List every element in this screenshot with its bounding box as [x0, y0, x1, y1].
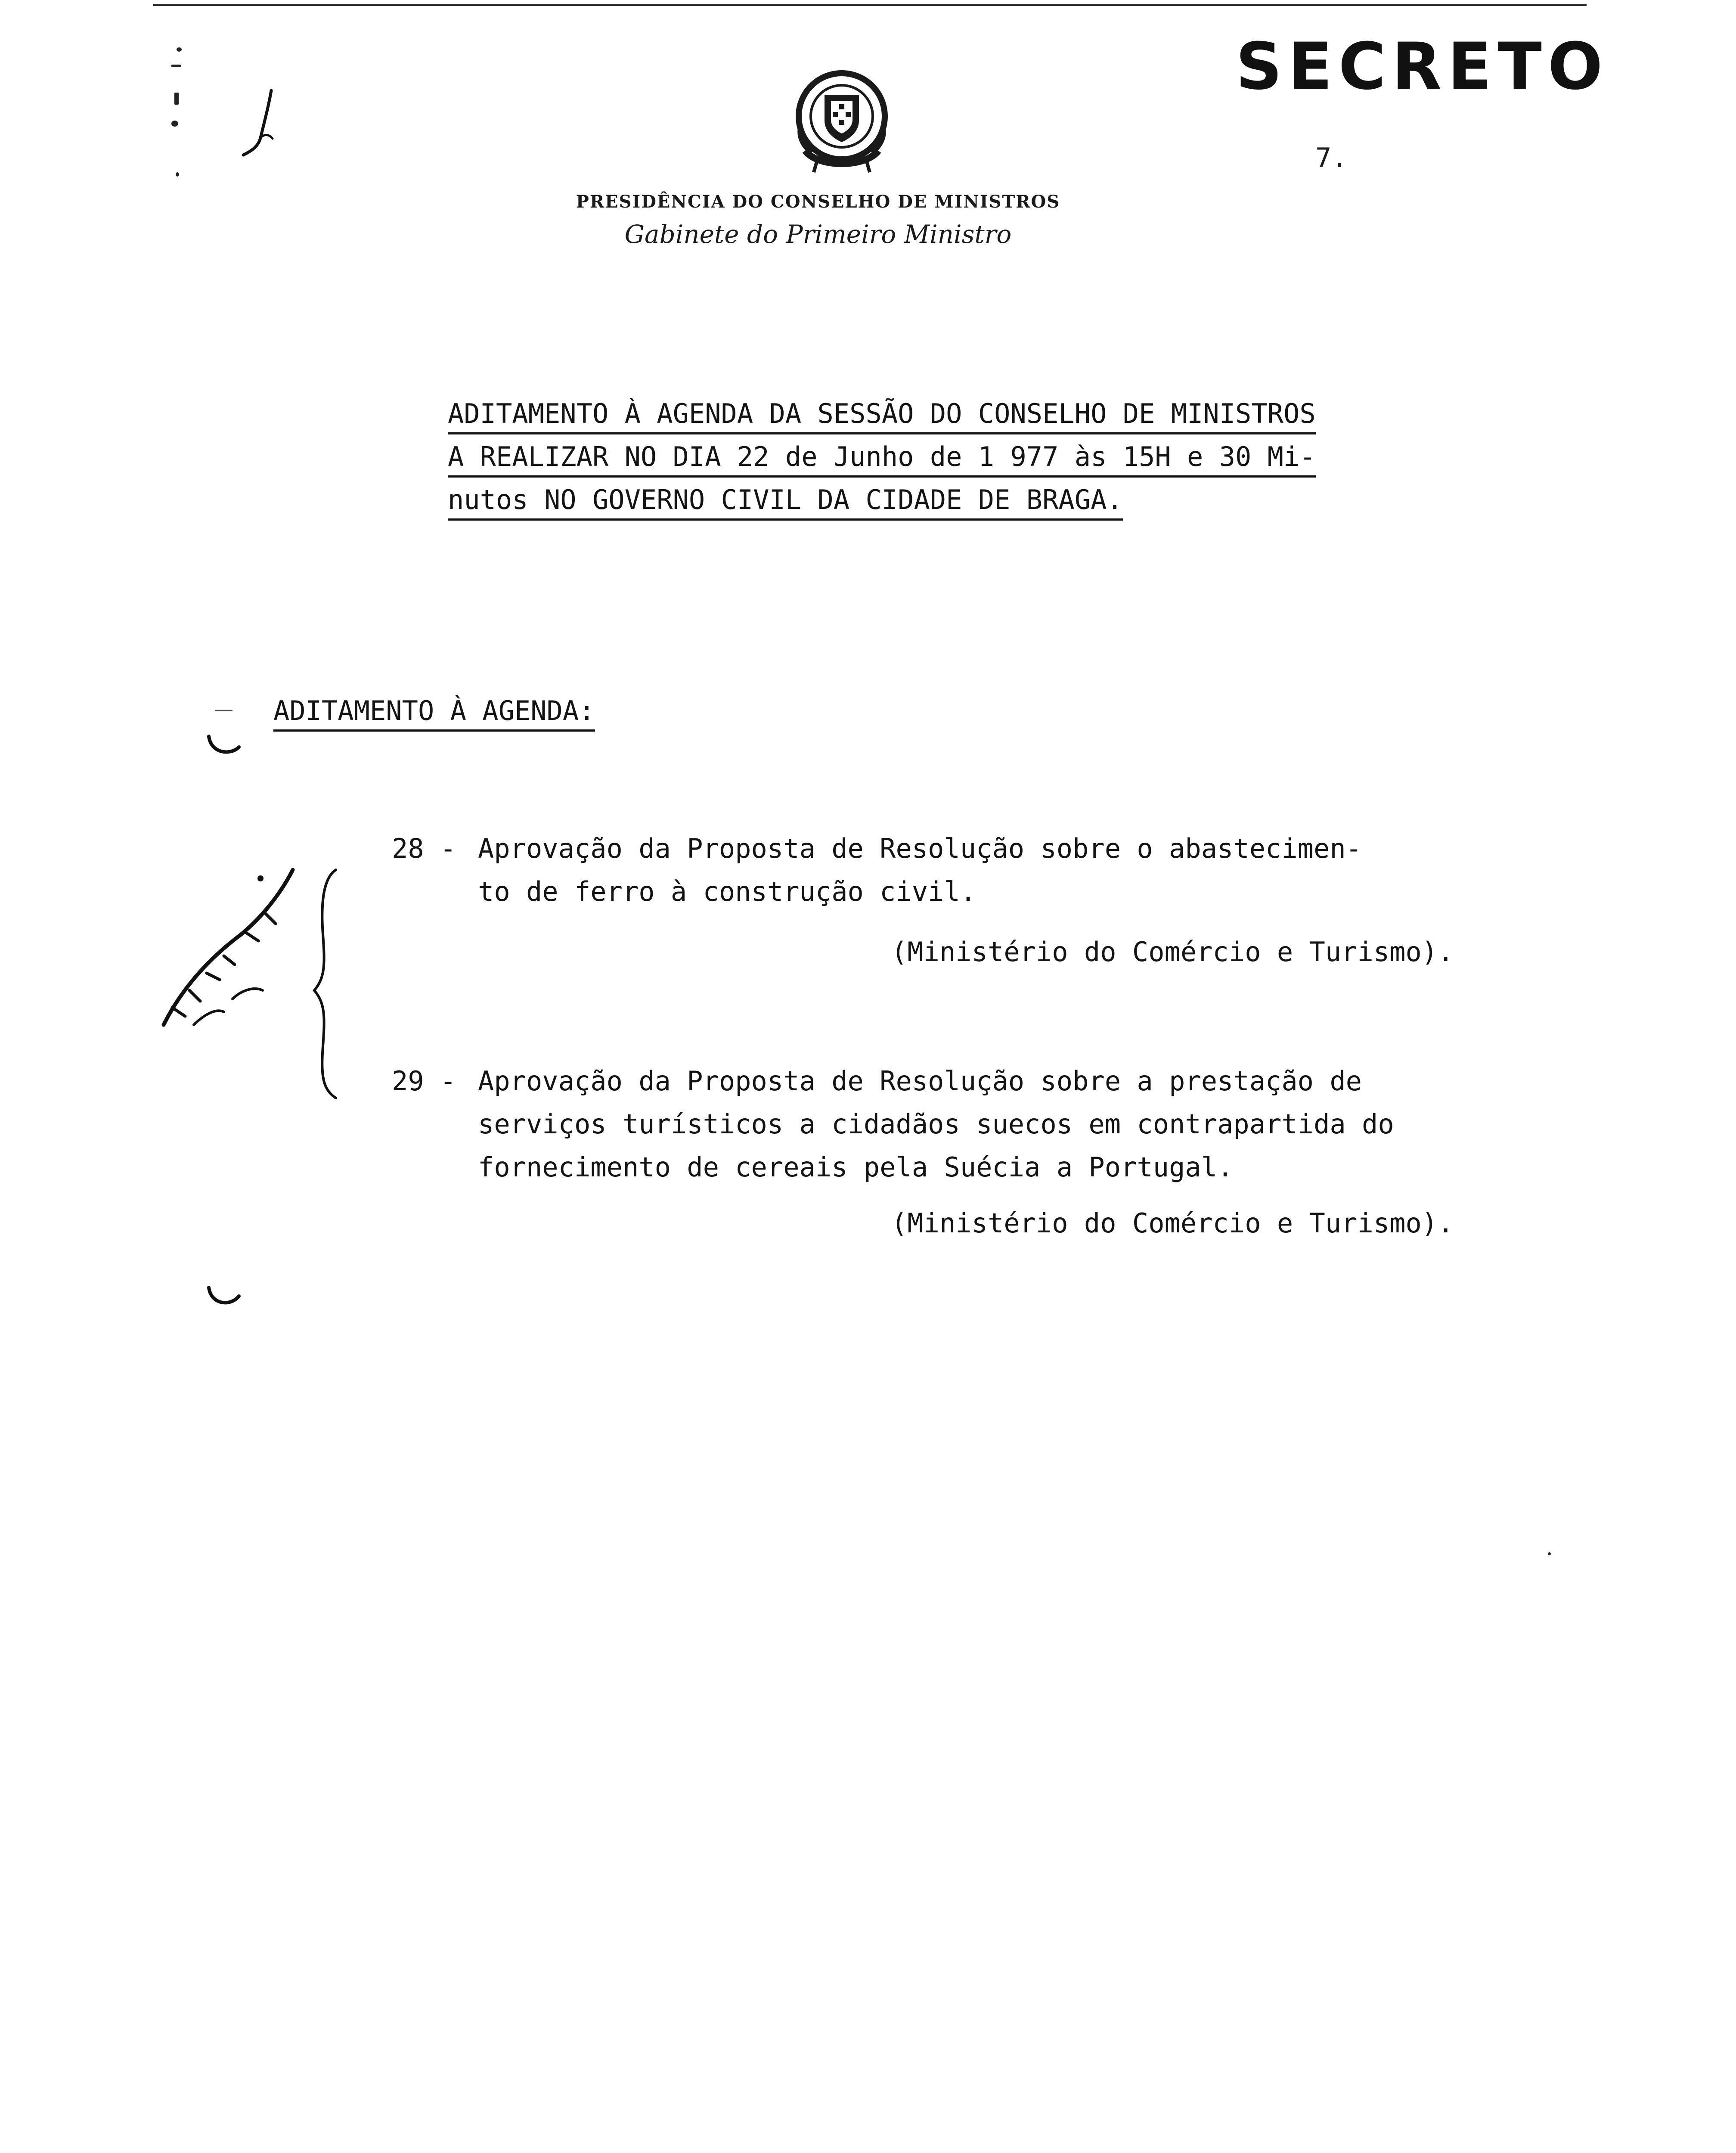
agenda-item-text-line: Aprovação da Proposta de Resolução sobre o abastecimen-	[478, 833, 1362, 864]
agenda-item-text-line: serviços turísticos a cidadãos suecos em contrapartida do	[478, 1108, 1394, 1140]
institution-name: PRESIDÊNCIA DO CONSELHO DE MINISTROS	[576, 192, 1060, 212]
margin-bracket-mark	[202, 706, 245, 762]
agenda-item-text-line: fornecimento de cereais pela Suécia a Portugal.	[478, 1151, 1234, 1183]
page-number: 7.	[1315, 142, 1348, 174]
title-line-3: nutos NO GOVERNO CIVIL DA CIDADE DE BRAGA.	[448, 487, 1123, 521]
margin-mark	[1548, 1552, 1551, 1555]
margin-mark	[176, 172, 179, 177]
agenda-item-number: 29 -	[392, 1065, 456, 1097]
title-line-1: ADITAMENTO À AGENDA DA SESSÃO DO CONSELHO DE MINISTROS	[448, 400, 1316, 434]
agenda-item-number: 28 -	[392, 833, 456, 864]
agenda-item-text-line: Aprovação da Proposta de Resolução sobre a prestação de	[478, 1065, 1362, 1097]
classification-stamp: SECRETO	[1236, 29, 1609, 104]
section-heading: ADITAMENTO À AGENDA:	[273, 698, 595, 732]
office-name: Gabinete do Primeiro Ministro	[624, 220, 1012, 249]
margin-mark	[174, 93, 179, 105]
handwritten-retirado-annotation	[155, 861, 379, 1102]
agenda-item-ministry: (Ministério do Comércio e Turismo).	[891, 1207, 1454, 1239]
margin-bracket-mark	[202, 1279, 245, 1313]
agenda-item-ministry: (Ministério do Comércio e Turismo).	[891, 936, 1454, 968]
title-line-2: A REALIZAR NO DIA 22 de Junho de 1 977 às 15H e 30 Mi-	[448, 444, 1316, 478]
scan-edge-line	[153, 4, 1587, 6]
margin-mark	[171, 121, 178, 127]
handwritten-one-mark	[235, 86, 286, 159]
margin-mark	[177, 47, 182, 52]
coat-of-arms-icon	[788, 65, 896, 181]
agenda-item-text-line: to de ferro à construção civil.	[478, 876, 976, 907]
margin-mark	[171, 65, 181, 67]
